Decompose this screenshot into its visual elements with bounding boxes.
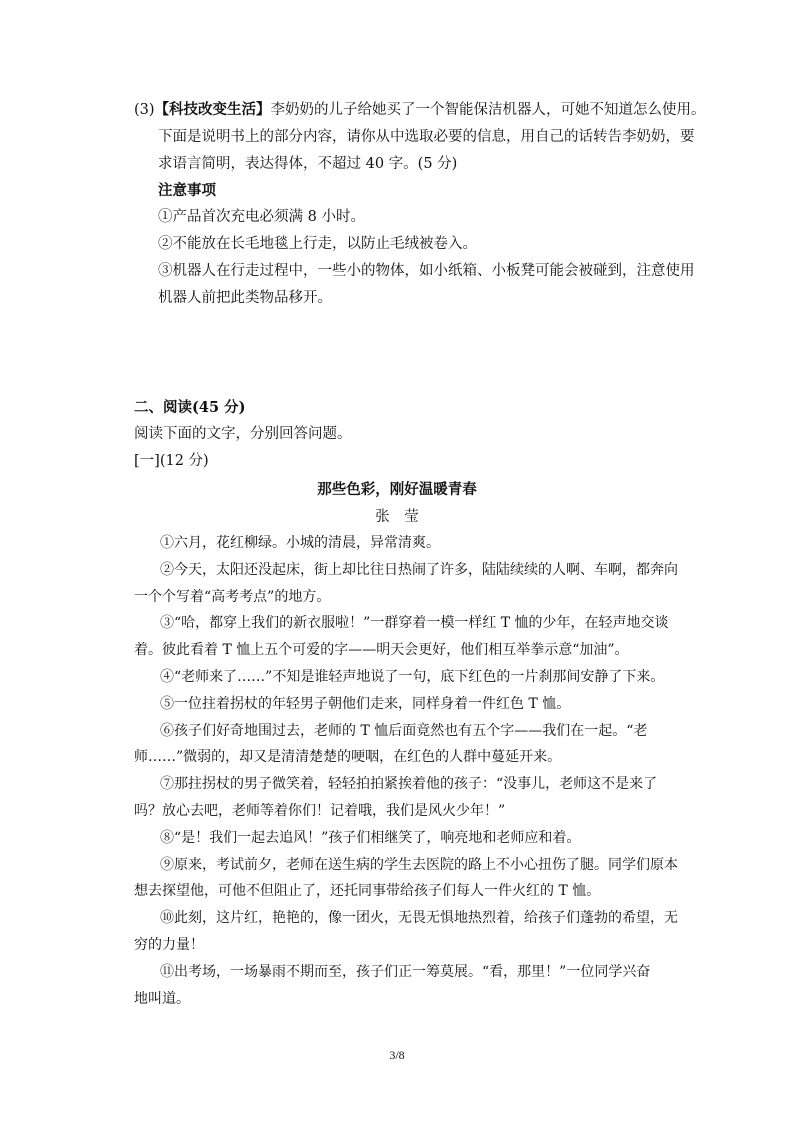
question-3-line-2: 下面是说明书上的部分内容，请你从中选取必要的信息，用自己的话转告李奶奶，要 [158,129,695,145]
section-2-instruction: 阅读下面的文字，分别回答问题。 [134,426,352,442]
article-paragraph-line: ⑩此刻，这片红，艳艳的，像一团火，无畏无惧地热烈着，给孩子们蓬勃的希望，无 [160,910,678,926]
article-paragraph-line: 地叫道。 [134,991,190,1007]
article-paragraph-line: ①六月，花红柳绿。小城的清晨，异常清爽。 [160,535,440,551]
notice-title: 注意事项 [158,182,216,199]
article-paragraph-line: 师……”微弱的，却又是清清楚楚的哽咽，在红色的人群中蔓延开来。 [134,749,562,765]
article-paragraph-line: 穷的力量！ [134,937,204,953]
article-paragraph-line: ②今天，太阳还没起床，街上却比往日热闹了许多，陆陆续续的人啊、车啊，都奔向 [160,562,678,578]
article-paragraph-line: ④“老师来了……”不知是谁轻声地说了一句，底下红色的一片刹那间安静了下来。 [160,669,665,685]
part-1-label: [一](12 分) [134,453,209,469]
article-paragraph-line: ⑨原来，考试前夕，老师在送生病的学生去医院的路上不小心扭伤了腿。同学们原本 [160,857,678,873]
article-author: 张 莹 [375,509,419,525]
article-title: 那些色彩，刚好温暖青春 [317,481,477,498]
notice-item-3-cont: 机器人前把此类物品移开。 [158,290,332,306]
notice-item-2: ②不能放在长毛地毯上行走，以防止毛绒被卷入。 [158,236,477,252]
article-paragraph-line: 想去探望他，可他不但阻止了，还托同事带给孩子们每人一件火红的 T 恤。 [134,883,601,899]
notice-item-1: ①产品首次充电必须满 8 小时。 [158,209,365,225]
article-paragraph-line: ⑪出考场，一场暴雨不期而至，孩子们正一筹莫展。“看，那里！”一位同学兴奋 [160,964,651,980]
section-2-heading: 二、阅读(45 分) [134,399,246,416]
article-paragraph-line: ⑥孩子们好奇地围过去，老师的 T 恤后面竟然也有五个字——我们在一起。“老 [160,723,648,739]
question-3-line-1 [134,100,706,120]
page-number: 3/8 [389,1048,405,1062]
question-3-line-3: 求语言简明，表达得体，不超过 40 字。(5 分) [158,156,458,172]
article-paragraph-line: ⑤一位拄着拐杖的年轻男子朝他们走来，同样身着一件红色 T 恤。 [160,696,571,712]
article-paragraph-line: 吗？放心去吧，老师等着你们！记着哦，我们是风火少年！” [134,803,506,819]
article-paragraph-line: ⑧“是！我们一起去追风！”孩子们相继笑了，响亮地和老师应和着。 [160,830,581,846]
article-paragraph-line: 一个个写着“高考考点”的地方。 [134,589,331,605]
article-paragraph-line: 着。彼此看着 T 恤上五个可爱的字——明天会更好，他们相互举拳示意“加油”。 [134,642,629,658]
article-paragraph-line: ③“哈，都穿上我们的新衣服啦！”一群穿着一模一样红 T 恤的少年，在轻声地交谈 [160,615,669,631]
question-text: 李奶奶的儿子给她买了一个智能保洁机器人，可她不知道怎么使用。 [270,102,706,118]
question-number: (3) [134,102,155,118]
article-paragraph-line: ⑦那拄拐杖的男子微笑着，轻轻拍拍紧挨着他的孩子：“没事儿，老师这不是来了 [160,776,658,792]
question-tag: 【科技改变生活】 [154,101,271,118]
notice-item-3: ③机器人在行走过程中，一些小的物体，如小纸箱、小板凳可能会被碰到，注意使用 [158,263,695,279]
